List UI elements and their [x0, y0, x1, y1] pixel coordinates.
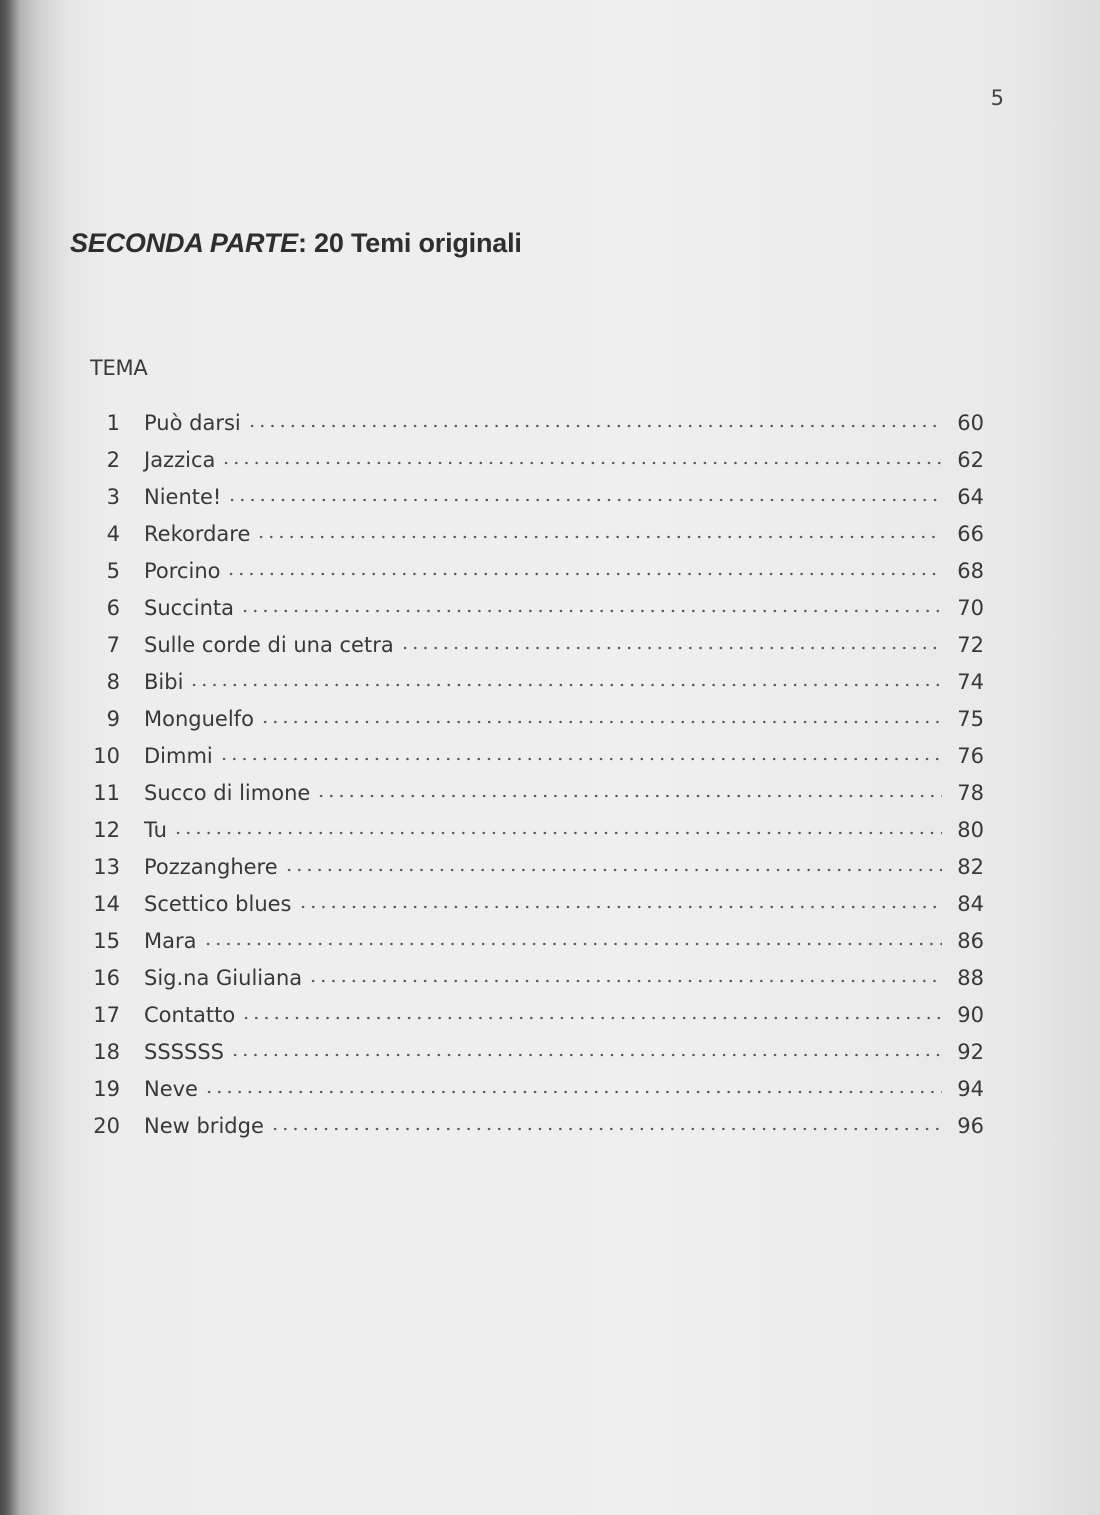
- toc-entry-number: 4: [106, 522, 120, 546]
- toc-entry-title: Tu: [144, 818, 167, 842]
- toc-entry-title: Può darsi: [144, 411, 241, 435]
- toc-entry-number: 18: [93, 1040, 120, 1064]
- section-heading: [70, 228, 522, 259]
- dot-leader: [256, 535, 942, 539]
- toc-entry-page: 96: [957, 1114, 984, 1138]
- toc-entry-page: 66: [957, 522, 984, 546]
- dot-leader: [173, 831, 942, 835]
- toc-entry-title: Bibi: [144, 670, 184, 694]
- toc-entry-page: 82: [957, 855, 984, 879]
- dot-leader: [189, 683, 942, 687]
- dot-leader: [240, 609, 942, 613]
- section-heading-rest: : 20 Temi originali: [297, 228, 522, 258]
- binding-shadow: [0, 0, 20, 1515]
- toc-entry-title: Jazzica: [144, 448, 216, 472]
- toc-entry: [82, 1034, 984, 1071]
- toc-entry-title: New bridge: [144, 1114, 264, 1138]
- toc-entry-title: Pozzanghere: [144, 855, 278, 879]
- toc-entry-page: 80: [957, 818, 984, 842]
- toc-entry-number: 13: [93, 855, 120, 879]
- toc-entry-title: Dimmi: [144, 744, 213, 768]
- section-heading-lead: SECONDA PARTE: [70, 228, 298, 258]
- page-number: 5: [990, 86, 1004, 110]
- toc-entry-page: 64: [957, 485, 984, 509]
- toc-entry: [82, 405, 984, 442]
- toc-entry: [82, 997, 984, 1034]
- toc-entry: [82, 590, 984, 627]
- toc-entry-title: Monguelfo: [144, 707, 254, 731]
- toc-entry-title: Succo di limone: [144, 781, 311, 805]
- toc-entry-title: SSSSSS: [144, 1040, 224, 1064]
- toc-entry-number: 12: [93, 818, 120, 842]
- toc-entry: [82, 886, 984, 923]
- dot-leader: [400, 646, 942, 650]
- dot-leader: [298, 905, 942, 909]
- dot-leader: [203, 942, 943, 946]
- toc-entry-number: 10: [93, 744, 120, 768]
- toc-entry: [82, 553, 984, 590]
- toc-entry-number: 9: [106, 707, 120, 731]
- toc-entry-number: 14: [93, 892, 120, 916]
- toc-entry-number: 8: [106, 670, 120, 694]
- toc-entry-title: Niente!: [144, 485, 222, 509]
- dot-leader: [226, 572, 942, 576]
- toc-entry-title: Sig.na Giuliana: [144, 966, 303, 990]
- dot-leader: [284, 868, 942, 872]
- dot-leader: [221, 461, 942, 465]
- dot-leader: [260, 720, 942, 724]
- dot-leader: [308, 979, 942, 983]
- toc-entry-number: 1: [106, 411, 120, 435]
- toc-entry-title: Contatto: [144, 1003, 236, 1027]
- toc-entry-page: 70: [957, 596, 984, 620]
- toc-entry-number: 20: [93, 1114, 120, 1138]
- toc-entry-page: 94: [957, 1077, 984, 1101]
- dot-leader: [230, 1053, 942, 1057]
- toc-entry: [82, 849, 984, 886]
- toc-entry: [82, 960, 984, 997]
- dot-leader: [227, 498, 942, 502]
- dot-leader: [219, 757, 942, 761]
- toc-entry: [82, 701, 984, 738]
- toc-entry-page: 68: [957, 559, 984, 583]
- dot-leader: [316, 794, 942, 798]
- toc-entry-title: Neve: [144, 1077, 198, 1101]
- toc-entry-number: 6: [106, 596, 120, 620]
- toc-entry: [82, 442, 984, 479]
- toc-entry: [82, 738, 984, 775]
- dot-leader: [247, 424, 942, 428]
- toc-entry-page: 62: [957, 448, 984, 472]
- toc-entry: [82, 479, 984, 516]
- dot-leader: [270, 1127, 942, 1131]
- toc-entry-number: 3: [106, 485, 120, 509]
- toc-entry-page: 92: [957, 1040, 984, 1064]
- toc-entry-number: 5: [106, 559, 120, 583]
- toc-entry-title: Mara: [144, 929, 197, 953]
- toc-entry-page: 84: [957, 892, 984, 916]
- toc-entry-number: 11: [93, 781, 120, 805]
- toc-entry-page: 60: [957, 411, 984, 435]
- toc-entry-title: Sulle corde di una cetra: [144, 633, 394, 657]
- toc-entry: [82, 516, 984, 553]
- toc-entry: [82, 664, 984, 701]
- toc-entry-title: Succinta: [144, 596, 234, 620]
- column-label: TEMA: [90, 356, 148, 380]
- toc-entry-page: 74: [957, 670, 984, 694]
- toc-entry-page: 78: [957, 781, 984, 805]
- toc-entry-number: 16: [93, 966, 120, 990]
- toc-entry: [82, 1108, 984, 1145]
- table-of-contents: [82, 405, 984, 1145]
- toc-entry-title: Rekordare: [144, 522, 251, 546]
- toc-entry: [82, 923, 984, 960]
- toc-entry-number: 19: [93, 1077, 120, 1101]
- toc-entry-number: 17: [93, 1003, 120, 1027]
- toc-entry-number: 15: [93, 929, 120, 953]
- toc-entry: [82, 1071, 984, 1108]
- toc-entry-page: 75: [957, 707, 984, 731]
- toc-entry-title: Scettico blues: [144, 892, 292, 916]
- toc-entry-page: 90: [957, 1003, 984, 1027]
- toc-entry-number: 2: [106, 448, 120, 472]
- toc-entry: [82, 812, 984, 849]
- toc-entry-page: 76: [957, 744, 984, 768]
- toc-entry-number: 7: [106, 633, 120, 657]
- toc-entry: [82, 627, 984, 664]
- dot-leader: [241, 1016, 942, 1020]
- dot-leader: [204, 1090, 942, 1094]
- toc-entry-page: 72: [957, 633, 984, 657]
- toc-entry: [82, 775, 984, 812]
- toc-entry-page: 88: [957, 966, 984, 990]
- toc-entry-page: 86: [957, 929, 984, 953]
- toc-entry-title: Porcino: [144, 559, 221, 583]
